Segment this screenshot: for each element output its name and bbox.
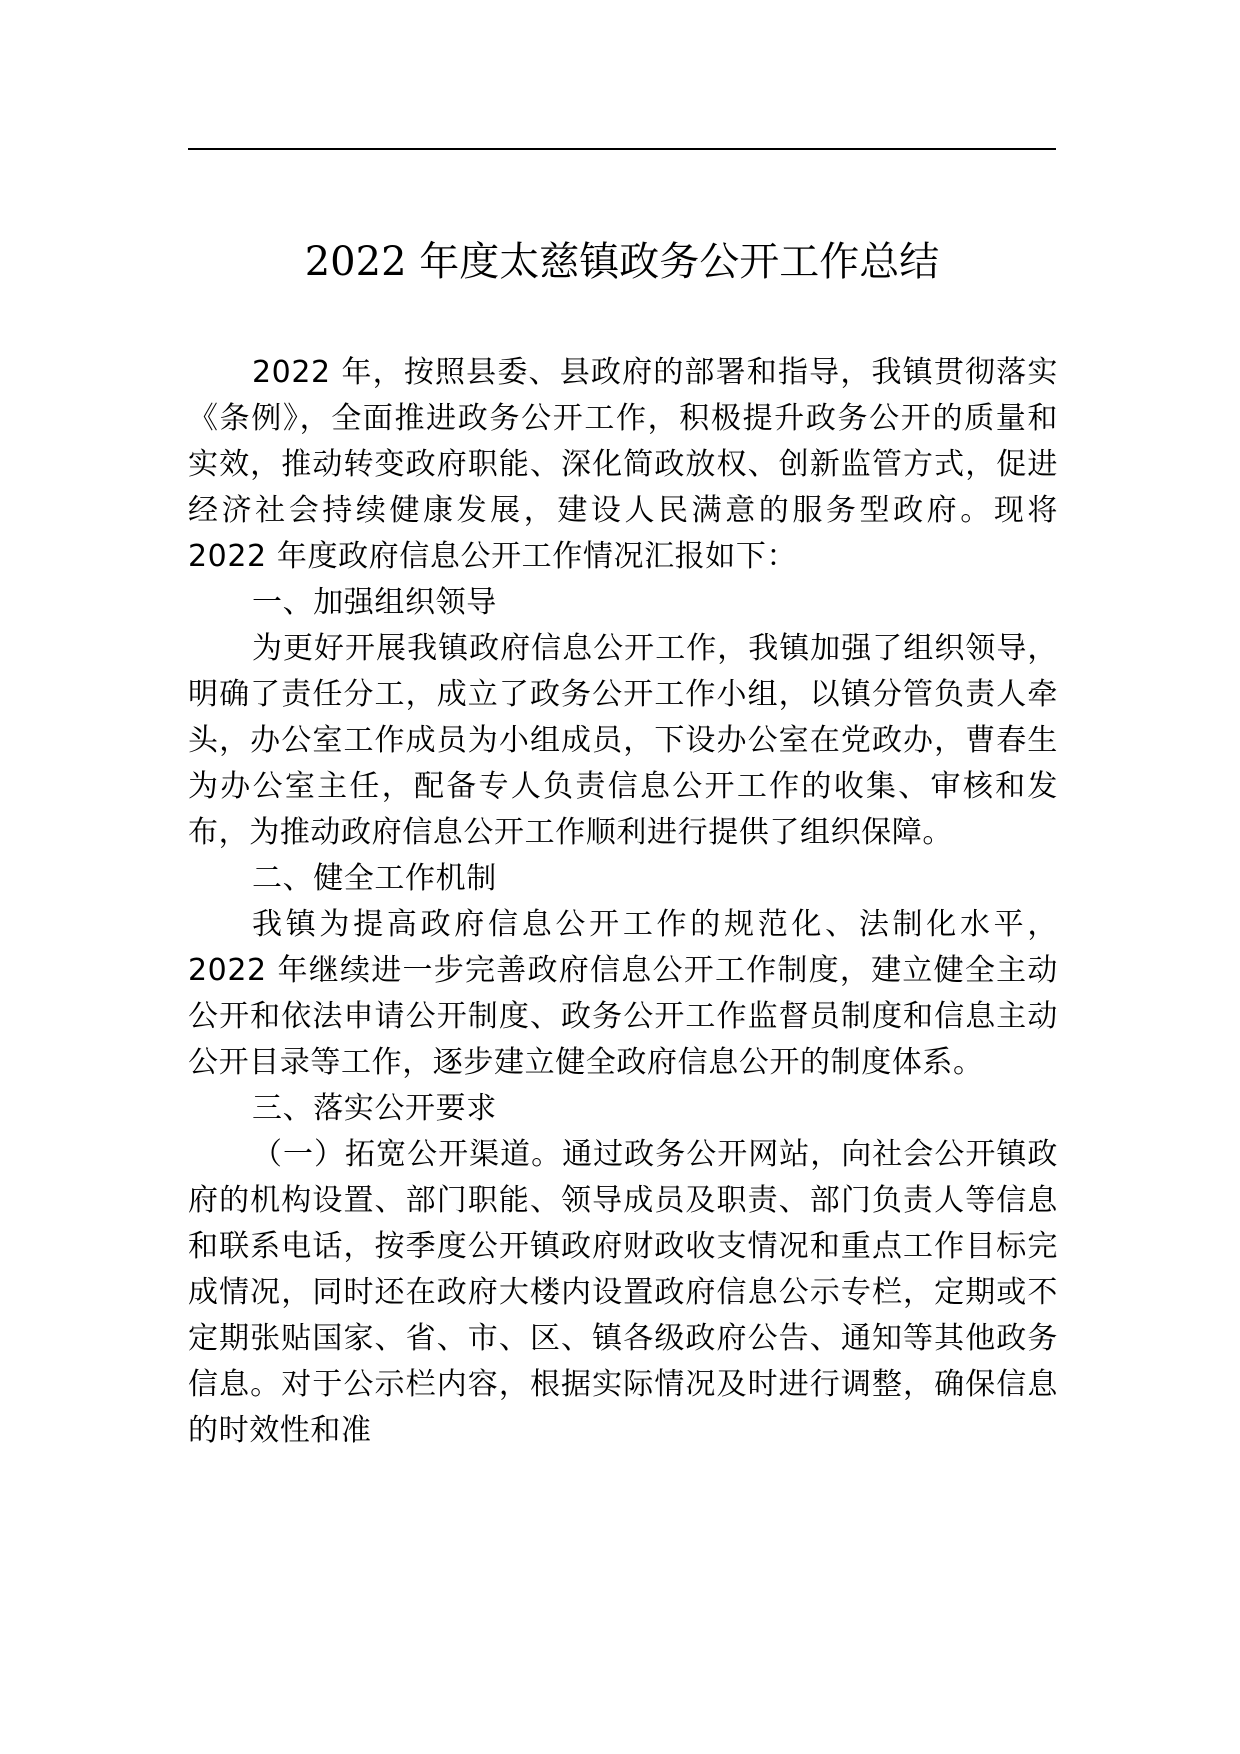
section-paragraph-mechanism: 我镇为提高政府信息公开工作的规范化、法制化水平，2022 年继续进一步完善政府信息公开工作制度，建立健全主动公开和依法申请公开制度、政务公开工作监督员制度和信息主动公开目录等工作，逐步建立健全政府信息公开的制度体系。 (188, 907, 1058, 1080)
header-rule (188, 148, 1056, 150)
document-title: 2022 年度太慈镇政务公开工作总结 (304, 239, 940, 285)
section-paragraph-requirements: （一）拓宽公开渠道。通过政务公开网站，向社会公开镇政府的机构设置、部门职能、领导成员及职责、部门负责人等信息和联系电话，按季度公开镇政府财政收支情况和重点工作目标完成情况，同时还在政府大楼内设置政府信息公示专栏，定期或不定期张贴国家、省、市、区、镇各级政府公告、通知等其他政务信息。对于公示栏内容，根据实际情况及时进行调整，确保信息的时效性和准 (188, 1137, 1058, 1448)
section-heading-requirements: 三、落实公开要求 (252, 1091, 497, 1126)
intro-paragraph: 2022 年，按照县委、县政府的部署和指导，我镇贯彻落实《条例》，全面推进政务公开工作，积极提升政务公开的质量和实效，推动转变政府职能、深化简政放权、创新监管方式，促进经济社会持续健康发展，建设人民满意的服务型政府。现将 2022 年度政府信息公开工作情况汇报如下： (188, 355, 1058, 574)
section-heading-organization: 一、加强组织领导 (252, 585, 497, 620)
section-paragraph-organization: 为更好开展我镇政府信息公开工作，我镇加强了组织领导，明确了责任分工，成立了政务公开工作小组，以镇分管负责人牵头，办公室工作成员为小组成员，下设办公室在党政办，曹春生为办公室主任，配备专人负责信息公开工作的收集、审核和发布，为推动政府信息公开工作顺利进行提供了组织保障。 (188, 631, 1058, 850)
document-body (188, 350, 1058, 1454)
section-heading-mechanism: 二、健全工作机制 (252, 861, 497, 896)
